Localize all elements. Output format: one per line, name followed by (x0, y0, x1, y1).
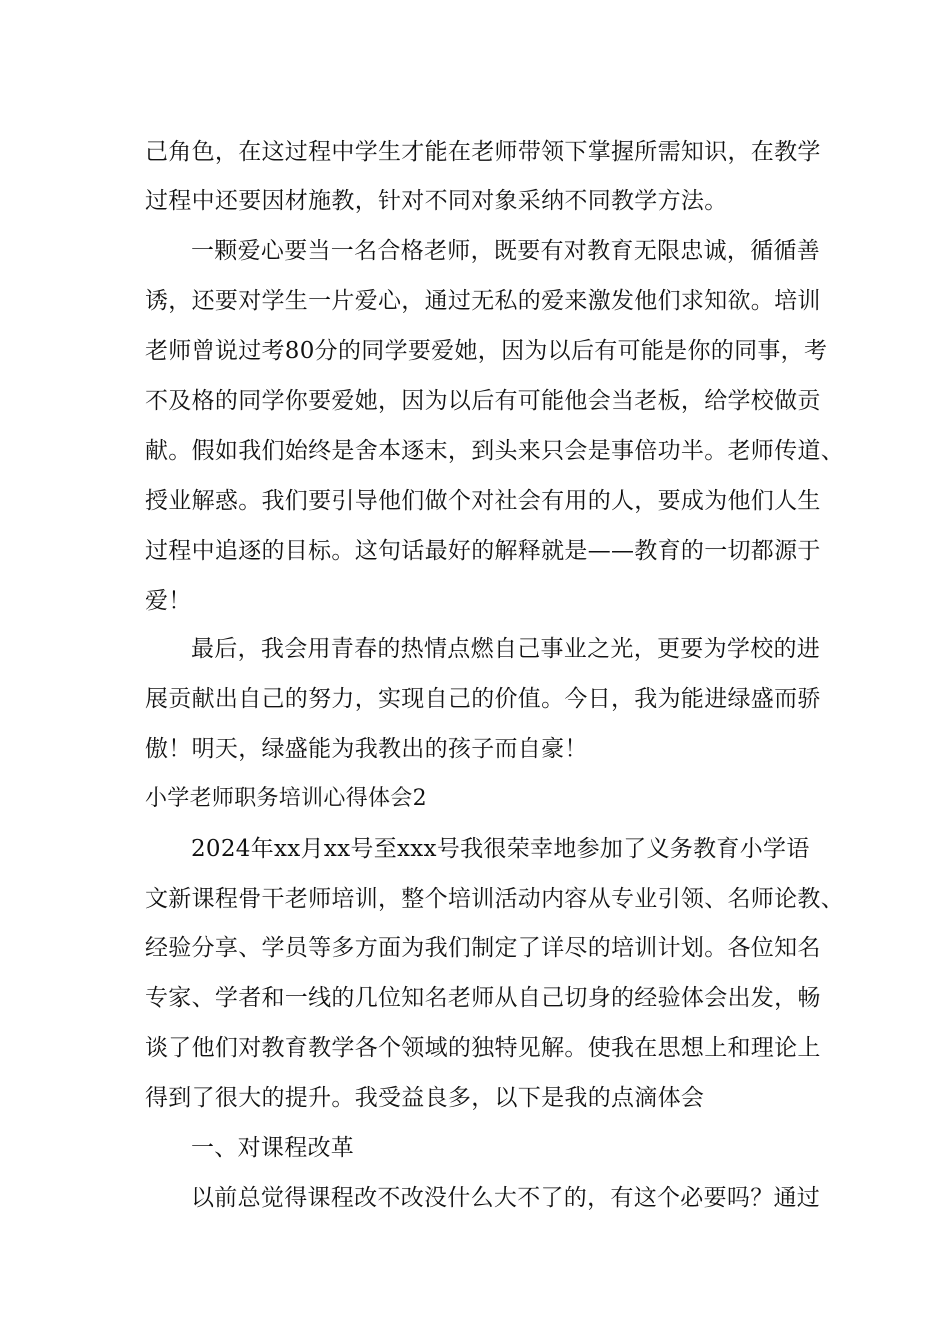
text-line: 爱！ (145, 588, 192, 614)
text-line: 文新课程骨干老师培训，整个培训活动内容从专业引领、名师论教、 (145, 886, 844, 912)
text-line: 傲！明天，绿盛能为我教出的孩子而自豪！ (145, 736, 588, 762)
text-line: 一颗爱心要当一名合格老师，既要有对教育无限忠诚，循循善 (191, 238, 821, 264)
text-line: 过程中还要因材施教，针对不同对象采纳不同教学方法。 (145, 188, 728, 214)
text-line: 专家、学者和一线的几位知名老师从自己切身的经验体会出发，畅 (145, 985, 821, 1011)
text-line: 过程中追逐的目标。这句话最好的解释就是——教育的一切都源于 (145, 538, 821, 564)
text-line: 2024年xx月xx号至xxx号我很荣幸地参加了义务教育小学语 (191, 836, 810, 862)
text-line: 不及格的同学你要爱她，因为以后有可能他会当老板，给学校做贡 (145, 388, 821, 414)
text-line: 以前总觉得课程改不改没什么大不了的，有这个必要吗？通过 (191, 1185, 821, 1211)
text-line: 授业解惑。我们要引导他们做个对社会有用的人，要成为他们人生 (145, 488, 821, 514)
text-line: 诱，还要对学生一片爱心，通过无私的爱来激发他们求知欲。培训 (145, 288, 821, 314)
text-line: 己角色，在这过程中学生才能在老师带领下掌握所需知识，在教学 (145, 139, 821, 165)
text-line: 老师曾说过考80分的同学要爱她，因为以后有可能是你的同事，考 (145, 338, 828, 364)
text-line: 最后，我会用青春的热情点燃自己事业之光，更要为学校的进 (191, 636, 821, 662)
text-line: 献。假如我们始终是舍本逐末，到头来只会是事倍功半。老师传道、 (145, 438, 844, 464)
text-line: 经验分享、学员等多方面为我们制定了详尽的培训计划。各位知名 (145, 935, 821, 961)
subheading: 一、对课程改革 (191, 1135, 355, 1161)
text-line: 谈了他们对教育教学各个领域的独特见解。使我在思想上和理论上 (145, 1035, 821, 1061)
text-line: 展贡献出自己的努力，实现自己的价值。今日，我为能进绿盛而骄 (145, 686, 821, 712)
text-line: 得到了很大的提升。我受益良多，以下是我的点滴体会 (145, 1085, 705, 1111)
section-title: 小学老师职务培训心得体会2 (145, 786, 427, 811)
